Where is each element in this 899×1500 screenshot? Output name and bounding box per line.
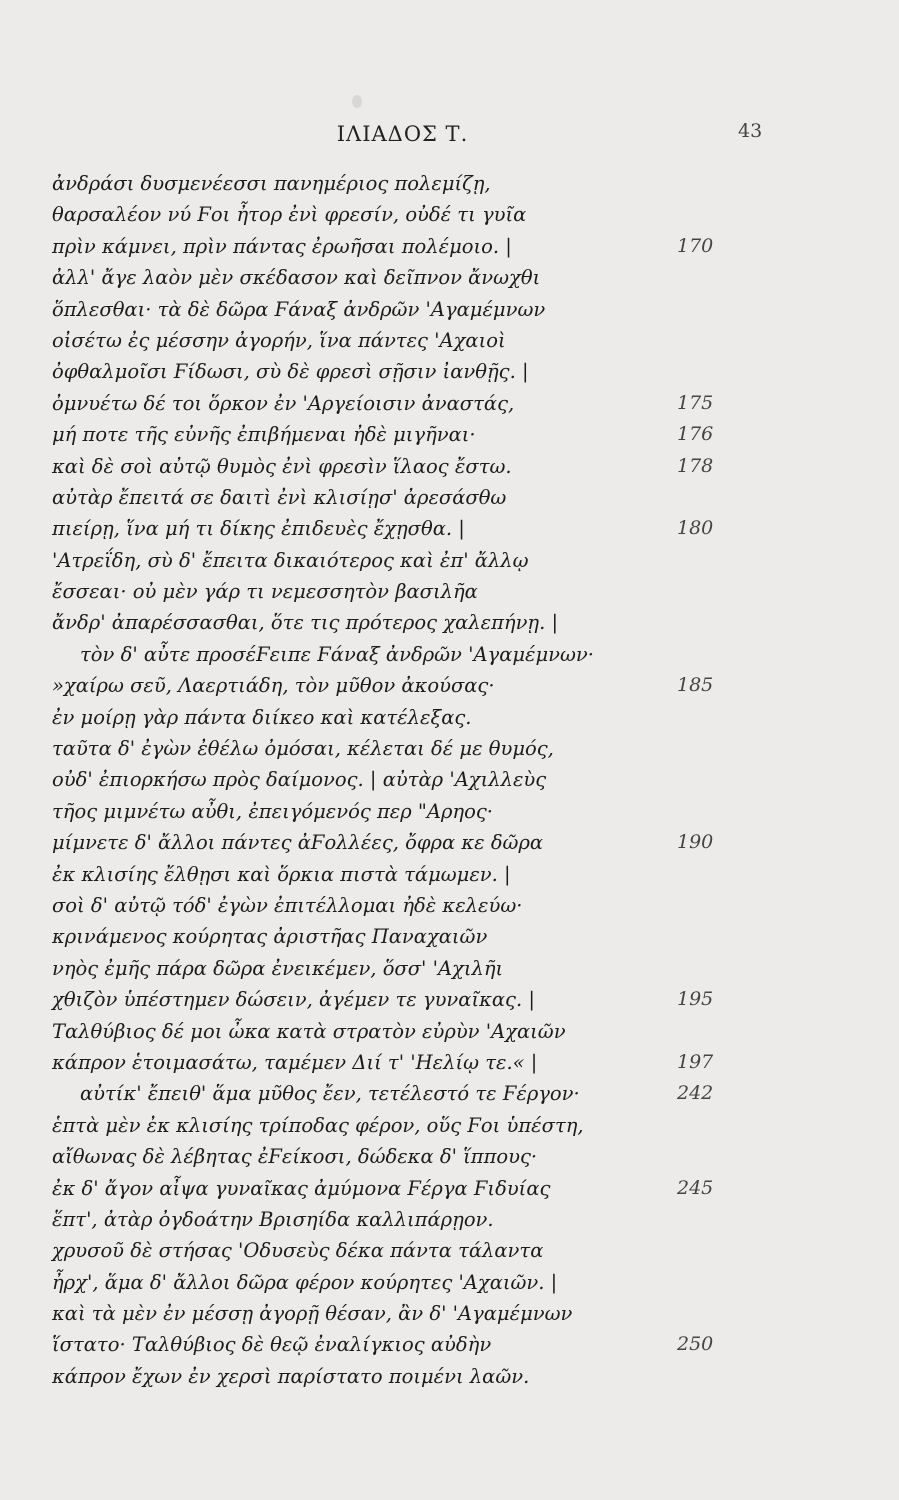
running-head-title: ΙΛΙΑΔΟΣ Τ. [336,122,469,146]
line-number: 175 [677,391,714,414]
line-number: 197 [677,1050,714,1073]
verse-text: πρὶν κάμνει, πρὶν πάντας ἐρωῆσαι πολέμοιο. | [52,234,512,258]
verse-line [52,545,672,576]
verse-text: ἄνδρ' ἀπαρέσσασθαι, ὅτε τις πρότερος χαλεπήνῃ. | [52,611,559,635]
verse-text: σοὶ δ' αὐτῷ τόδ' ἐγὼν ἐπιτέλλομαι ἠδὲ κελεύω· [52,893,523,917]
verse-text: τῆος μιμνέτω αὖθι, ἐπειγόμενός περ "Αρηος· [52,799,493,823]
verse-line [52,859,672,890]
verse-line [52,325,672,356]
verse-text: καὶ τὰ μὲν ἐν μέσσῃ ἀγορῇ θέσαν, ἂν δ' 'Αγαμέμνων [52,1302,573,1326]
verse-text: κάπρον ἑτοιμασάτω, ταμέμεν Διί τ' 'Ηελίῳ τε.« | [52,1050,538,1074]
verse-text: ἦρχ', ἅμα δ' ἄλλοι δῶρα φέρον κούρητες 'Αχαιῶν. | [52,1270,558,1294]
verse-text: ταῦτα δ' ἐγὼν ἐθέλω ὀμόσαι, κέλεται δέ με θυμός, [52,737,554,761]
print-speck [352,95,362,108]
verse-text: θαρσαλέον νύ Ϝοι ἦτορ ἐνὶ φρεσίν, οὐδέ τι γυῖα [52,203,527,227]
verse-text: πιείρῃ, ἵνα μή τι δίκης ἐπιδευὲς ἔχῃσθα. | [52,517,465,541]
verse-text: οὐδ' ἐπιορκήσω πρὸς δαίμονος. | αὐτὰρ 'Αχιλλεὺς [52,768,547,792]
verse-text: 'Ατρεΐδη, σὺ δ' ἔπειτα δικαιότερος καὶ ἐπ' ἄλλῳ [52,548,529,572]
verse-line [52,1361,672,1392]
verse-line [52,1173,714,1204]
line-number: 250 [677,1333,714,1356]
verse-text: ὅπλεσθαι· τὰ δὲ δῶρα Ϝάναξ ἀνδρῶν 'Αγαμέμνων [52,297,546,321]
verse-line [52,1235,672,1266]
verse-text: »χαίρω σεῦ, Λαερτιάδη, τὸν μῦθον ἀκούσας· [52,674,495,698]
verse-line [52,984,714,1015]
verse-text-block [52,168,714,1392]
verse-line [52,1298,672,1329]
verse-text: ἑπτὰ μὲν ἐκ κλισίης τρίποδας φέρον, οὕς Ϝοι ὑπέστη, [52,1113,584,1137]
verse-line [52,1329,714,1360]
verse-text: οἰσέτω ἐς μέσσην ἀγορήν, ἵνα πάντες 'Αχαιοὶ [52,328,506,352]
verse-line [52,1016,672,1047]
verse-line [52,1110,672,1141]
verse-text: αὐτίκ' ἔπειθ' ἅμα μῦθος ἔεν, τετέλεστό τε Ϝέργον· [80,1082,580,1106]
verse-line [52,796,672,827]
verse-line [52,451,714,482]
verse-text: κρινάμενος κούρητας ἀριστῆας Παναχαιῶν [52,925,488,949]
verse-line [52,1078,714,1109]
verse-text: αἴθωνας δὲ λέβητας ἐϜείκοσι, δώδεκα δ' ἵππους· [52,1145,538,1169]
verse-text: κάπρον ἔχων ἐν χερσὶ παρίστατο ποιμένι λαῶν. [52,1364,530,1388]
verse-text: ἀλλ' ἄγε λαὸν μὲν σκέδασον καὶ δεῖπνον ἄνωχθι [52,266,541,290]
line-number: 185 [677,674,714,697]
verse-line [52,576,672,607]
line-number: 170 [677,234,714,257]
verse-text: ἐκ κλισίης ἔλθῃσι καὶ ὅρκια πιστὰ τάμωμεν. | [52,862,511,886]
verse-line [52,1267,672,1298]
verse-line [52,607,672,638]
verse-text: χρυσοῦ δὲ στήσας 'Οδυσεὺς δέκα πάντα τάλαντα [52,1239,544,1263]
verse-line [52,890,672,921]
verse-line [52,827,714,858]
verse-line [52,231,714,262]
verse-line [52,764,672,795]
verse-text: Ταλθύβιος δέ μοι ὦκα κατὰ στρατὸν εὐρὺν 'Αχαιῶν [52,1019,566,1043]
verse-line [52,639,672,670]
line-number: 180 [677,517,714,540]
verse-text: καὶ δὲ σοὶ αὐτῷ θυμὸς ἐνὶ φρεσὶν ἵλαος ἔστω. [52,454,512,478]
verse-text: ἵστατο· Ταλθύβιος δὲ θεῷ ἐναλίγκιος αὐδὴν [52,1333,492,1357]
verse-line [52,670,714,701]
line-number: 176 [677,423,714,446]
verse-line [52,356,672,387]
verse-text: ἔσσεαι· οὐ μὲν γάρ τι νεμεσσητὸν βασιλῆα [52,580,478,604]
verse-text: μή ποτε τῆς εὐνῆς ἐπιβήμεναι ἠδὲ μιγῆναι· [52,423,476,447]
line-number: 245 [677,1176,714,1199]
verse-text: ἀνδράσι δυσμενέεσσι πανημέριος πολεμίζῃ, [52,172,491,195]
verse-line [52,513,714,544]
verse-line [52,388,714,419]
verse-line [52,921,672,952]
verse-text: αὐτὰρ ἔπειτά σε δαιτὶ ἐνὶ κλισίῃσ' ἀρεσάσθω [52,485,507,509]
verse-text: τὸν δ' αὖτε προσέϜειπε Ϝάναξ ἀνδρῶν 'Αγαμέμνων· [80,642,594,666]
verse-text: ἐκ δ' ἄγον αἶψα γυναῖκας ἀμύμονα Ϝέργα Ϝιδυίας [52,1176,551,1200]
verse-text: ὀφθαλμοῖσι Ϝίδωσι, σὺ δὲ φρεσὶ σῇσιν ἰανθῇς. | [52,360,529,384]
verse-line [52,1204,672,1235]
verse-text: ἐν μοίρῃ γὰρ πάντα διίκεο καὶ κατέλεξας. [52,705,472,729]
verse-text: νηὸς ἐμῆς πάρα δῶρα ἐνεικέμεν, ὅσσ' 'Αχιλῆι [52,956,504,980]
verse-line [52,262,672,293]
line-number: 242 [677,1082,714,1105]
verse-line [52,1141,672,1172]
line-number: 178 [677,454,714,477]
verse-line [52,482,672,513]
verse-line [52,419,714,450]
verse-text: χθιζὸν ὑπέστημεν δώσειν, ἀγέμεν τε γυναῖκας. | [52,988,535,1012]
line-number: 190 [677,831,714,854]
verse-text: ὀμνυέτω δέ τοι ὅρκον ἐν 'Αργείοισιν ἀναστάς, [52,391,515,415]
line-number: 195 [677,988,714,1011]
page-number: 43 [738,120,763,142]
verse-line [52,294,672,325]
verse-line [52,199,672,230]
verse-line [52,1047,714,1078]
verse-line [52,733,672,764]
verse-text: ἕπτ', ἀτὰρ ὀγδοάτην Βρισηίδα καλλιπάρῃον. [52,1207,494,1231]
verse-line [52,953,672,984]
verse-line [52,702,672,733]
verse-text: μίμνετε δ' ἄλλοι πάντες ἀϜολλέες, ὄφρα κε δῶρα [52,831,544,855]
verse-line [52,168,672,199]
